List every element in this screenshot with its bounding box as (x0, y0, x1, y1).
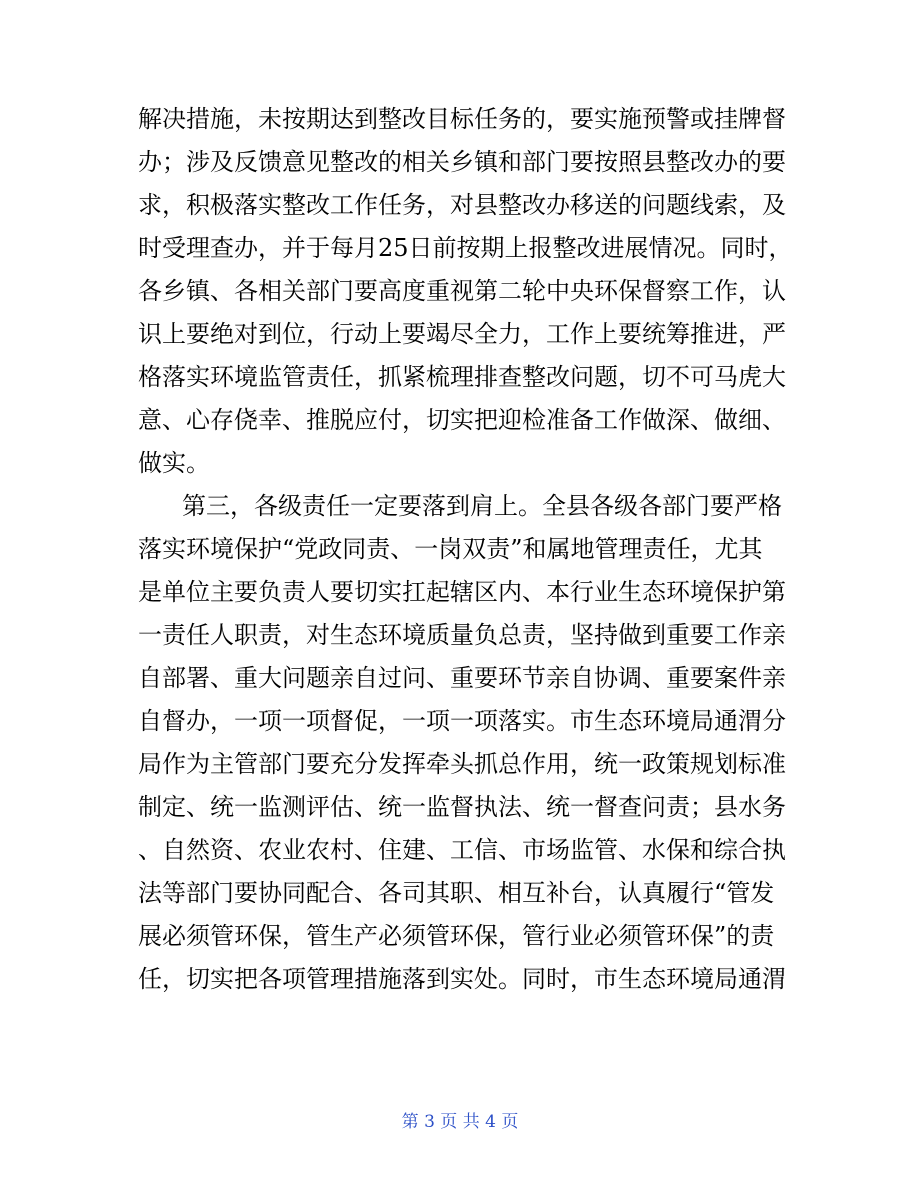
text-line-13: 一责任人职责，对生态环境质量负总责，坚持做到重要工作亲 (138, 621, 786, 649)
text-line-19: 法等部门要协同配合、各司其职、相互补台，认真履行“管发 (138, 879, 775, 907)
text-line-6: 识上要绝对到位，行动上要竭尽全力，工作上要统筹推进，严 (138, 320, 786, 348)
text-line-16: 局作为主管部门要充分发挥牵头抓总作用，统一政策规划标准 (138, 750, 786, 778)
text-line-4: 时受理查办，并于每月25日前按期上报整改进展情况。同时， (138, 234, 793, 262)
text-line-12: 是单位主要负责人要切实扛起辖区内、本行业生态环境保护第 (138, 578, 786, 606)
text-line-1: 解决措施，未按期达到整改目标任务的，要实施预警或挂牌督 (138, 105, 786, 133)
text-line-15: 自督办，一项一项督促，一项一项落实。市生态环境局通渭分 (138, 707, 786, 735)
text-line-10: 第三，各级责任一定要落到肩上。全县各级各部门要严格 (182, 492, 782, 520)
text-line-9: 做实。 (138, 449, 210, 477)
text-line-8: 意、心存侥幸、推脱应付，切实把迎检准备工作做深、做细、 (138, 406, 786, 434)
text-line-21: 任，切实把各项管理措施落到实处。同时，市生态环境局通渭 (138, 965, 786, 993)
text-line-17: 制定、统一监测评估、统一监督执法、统一督查问责；县水务 (138, 793, 786, 821)
text-line-20: 展必须管环保，管生产必须管环保，管行业必须管环保”的责 (138, 922, 775, 950)
text-line-14: 自部署、重大问题亲自过问、重要环节亲自协调、重要案件亲 (138, 664, 786, 692)
text-line-5: 各乡镇、各相关部门要高度重视第二轮中央环保督察工作，认 (138, 277, 786, 305)
text-line-18: 、自然资、农业农村、住建、工信、市场监管、水保和综合执 (138, 836, 786, 864)
page-number-footer: 第 3 页 共 4 页 (401, 1112, 519, 1132)
text-line-7: 格落实环境监管责任，抓紧梳理排查整改问题，切不可马虎大 (138, 363, 786, 391)
text-line-11: 落实环境保护“党政同责、一岗双责”和属地管理责任，尤其 (138, 535, 763, 563)
text-line-3: 求，积极落实整改工作任务，对县整改办移送的问题线索，及 (138, 191, 786, 219)
text-line-2: 办；涉及反馈意见整改的相关乡镇和部门要按照县整改办的要 (138, 148, 786, 176)
